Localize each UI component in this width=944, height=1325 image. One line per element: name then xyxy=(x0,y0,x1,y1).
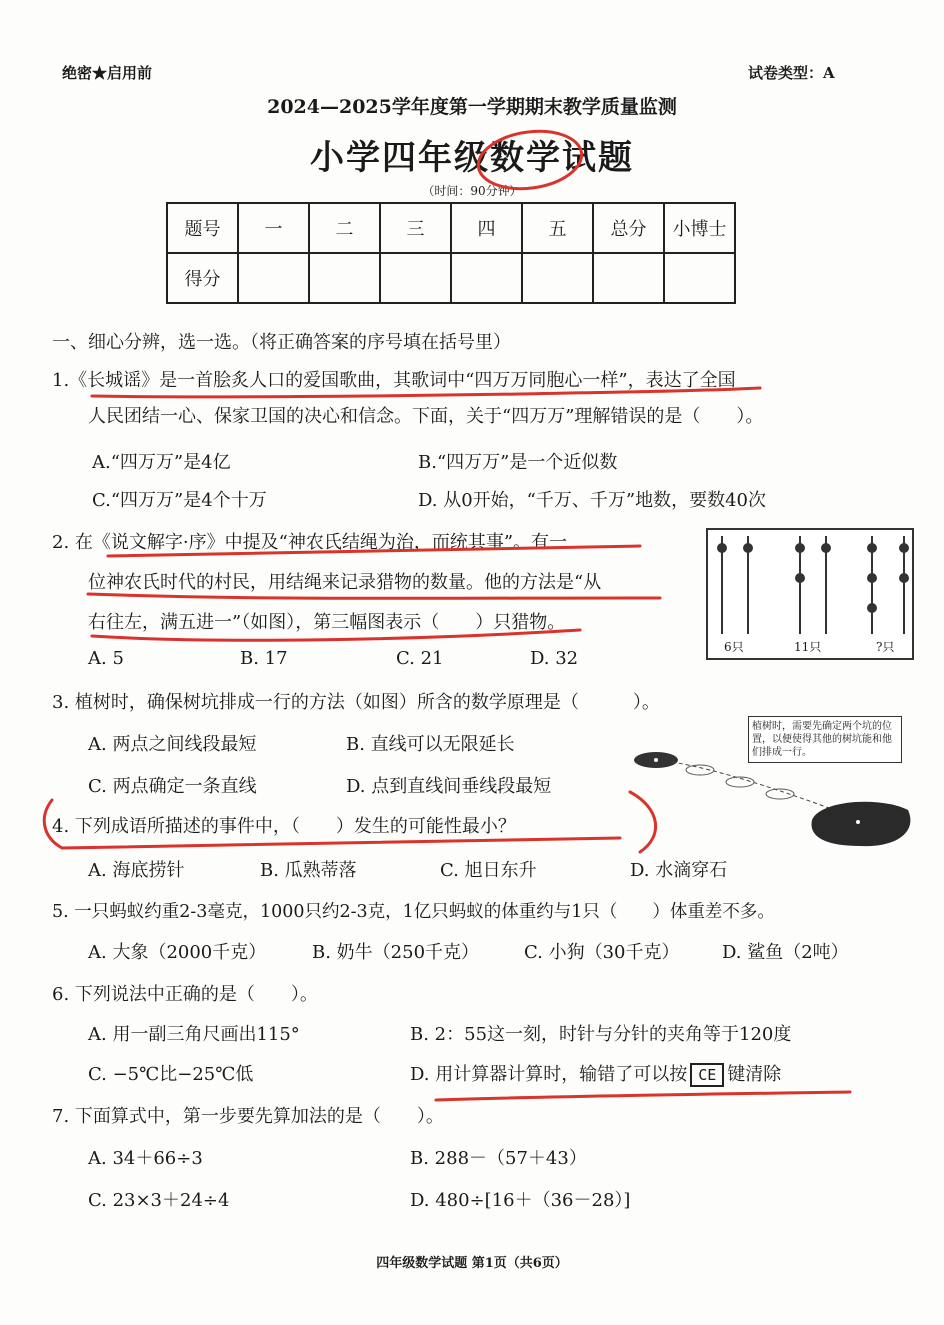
q2-line3: 右往左，满五进一”（如图），第三幅图表示（ ）只猎物。 xyxy=(88,612,566,633)
q2-option-a: A. 5 xyxy=(88,648,124,669)
q4-option-a: A. 海底捞针 xyxy=(88,860,185,881)
q6-option-b: B. 2：55这一刻，时针与分针的夹角等于120度 xyxy=(410,1024,792,1045)
figure-label-1: 6只 xyxy=(724,640,744,654)
q5-line1: 5. 一只蚂蚁约重2-3毫克，1000只约2-3克，1亿只蚂蚁的体重约与1只（ ）体重差不多。 xyxy=(52,902,775,922)
q3-option-d: D. 点到直线间垂线段最短 xyxy=(346,776,552,797)
q6-option-d-suffix: 键清除 xyxy=(727,1064,782,1085)
q1-line1: 1.《长城谣》是一首脍炙人口的爱国歌曲，其歌词中“四万万同胞心一样”，表达了全国 xyxy=(52,370,736,391)
q4-line1: 4. 下列成语所描述的事件中，（ ）发生的可能性最小？ xyxy=(52,816,516,837)
q7-option-d: D. 480÷[16＋（36－28）] xyxy=(410,1190,631,1211)
paper-type-label: 试卷类型：A xyxy=(748,64,835,82)
q5-option-c: C. 小狗（30千克） xyxy=(524,942,680,963)
q3-option-b: B. 直线可以无限延长 xyxy=(346,734,515,755)
q1-option-d: D. 从0开始，“千万、千万”地数，要数40次 xyxy=(418,490,766,511)
table-cell: 三 xyxy=(380,203,451,253)
q2-option-d: D. 32 xyxy=(530,648,579,669)
underline-q2-2 xyxy=(88,594,660,598)
q6-option-d xyxy=(410,1060,781,1087)
q2-option-b: B. 17 xyxy=(240,648,288,669)
table-cell: 二 xyxy=(309,203,380,253)
section-heading: 一、细心分辨，选一选。（将正确答案的序号填在括号里） xyxy=(52,332,511,353)
score-table-score-row xyxy=(167,253,735,303)
table-cell: 四 xyxy=(451,203,522,253)
q1-line2: 人民团结一心、保家卫国的决心和信念。下面，关于“四万万”理解错误的是（ ）。 xyxy=(88,406,764,427)
exam-title: 小学四年级数学试题 xyxy=(310,138,634,178)
table-cell: 得分 xyxy=(167,253,238,303)
table-cell: 小博士 xyxy=(664,203,735,253)
q6-option-d-text: D. 用计算器计算时，输错了可以按 xyxy=(410,1064,688,1085)
tree-planting-note: 植树时，需要先确定两个坑的位置，以便使得其他的树坑能和他们排成一行。 xyxy=(748,716,902,763)
q6-line1: 6. 下列说法中正确的是（ ）。 xyxy=(52,984,318,1005)
knot-rope-figure xyxy=(706,528,914,660)
tree-planting-icon xyxy=(634,752,910,846)
score-table-header-row xyxy=(167,203,735,253)
score-table xyxy=(166,202,736,304)
q7-option-b: B. 288－（57＋43） xyxy=(410,1148,587,1169)
exam-subtitle: 2024—2025学年度第一学期期末教学质量监测 xyxy=(267,96,677,118)
q7-option-c: C. 23×3＋24÷4 xyxy=(88,1190,230,1211)
q1-option-b: B.“四万万”是一个近似数 xyxy=(418,452,618,473)
table-cell-empty xyxy=(522,253,593,303)
underline-q6 xyxy=(436,1092,850,1100)
q2-line1: 2. 在《说文解字·序》中提及“神农氏结绳为治，而统其事”。有一 xyxy=(52,532,568,553)
q3-option-a: A. 两点之间线段最短 xyxy=(88,734,257,755)
table-cell-empty xyxy=(309,253,380,303)
q5-option-a: A. 大象（2000千克） xyxy=(88,942,267,963)
q3-option-c: C. 两点确定一条直线 xyxy=(88,776,257,797)
figure-label-2: 11只 xyxy=(794,640,822,654)
page-footer: 四年级数学试题 第1页（共6页） xyxy=(376,1256,568,1271)
q5-option-d: D. 鲨鱼（2吨） xyxy=(722,942,849,963)
table-cell: 总分 xyxy=(593,203,664,253)
q5-option-b: B. 奶牛（250千克） xyxy=(312,942,480,963)
table-cell-empty xyxy=(593,253,664,303)
time-limit: （时间：90分钟） xyxy=(422,184,522,198)
table-cell-empty xyxy=(664,253,735,303)
q4-option-b: B. 瓜熟蒂落 xyxy=(260,860,357,881)
q2-line2: 位神农氏时代的村民，用结绳来记录猎物的数量。他的方法是“从 xyxy=(88,572,602,593)
q7-option-a: A. 34＋66÷3 xyxy=(88,1148,203,1169)
q7-line1: 7. 下面算式中，第一步要先算加法的是（ ）。 xyxy=(52,1106,444,1127)
underline-q4 xyxy=(62,838,620,848)
ce-key: CE xyxy=(690,1063,724,1087)
q3-line1: 3. 植树时，确保树坑排成一行的方法（如图）所含的数学原理是（ ）。 xyxy=(52,692,660,713)
table-cell-empty xyxy=(451,253,522,303)
q2-option-c: C. 21 xyxy=(396,648,444,669)
q4-option-d: D. 水滴穿石 xyxy=(630,860,728,881)
confidential-label: 绝密★启用前 xyxy=(62,64,153,82)
table-cell-empty xyxy=(380,253,451,303)
q1-option-a: A.“四万万”是4亿 xyxy=(92,452,231,473)
bracket-q4-right xyxy=(630,792,656,852)
q4-option-c: C. 旭日东升 xyxy=(440,860,537,881)
figure-label-3: ?只 xyxy=(876,640,895,654)
table-cell: 五 xyxy=(522,203,593,253)
table-cell-empty xyxy=(238,253,309,303)
q6-option-c: C. −5℃比−25℃低 xyxy=(88,1064,254,1085)
q1-option-c: C.“四万万”是4个十万 xyxy=(92,490,267,511)
q6-option-a: A. 用一副三角尺画出115° xyxy=(88,1024,300,1045)
table-cell: 一 xyxy=(238,203,309,253)
table-cell: 题号 xyxy=(167,203,238,253)
